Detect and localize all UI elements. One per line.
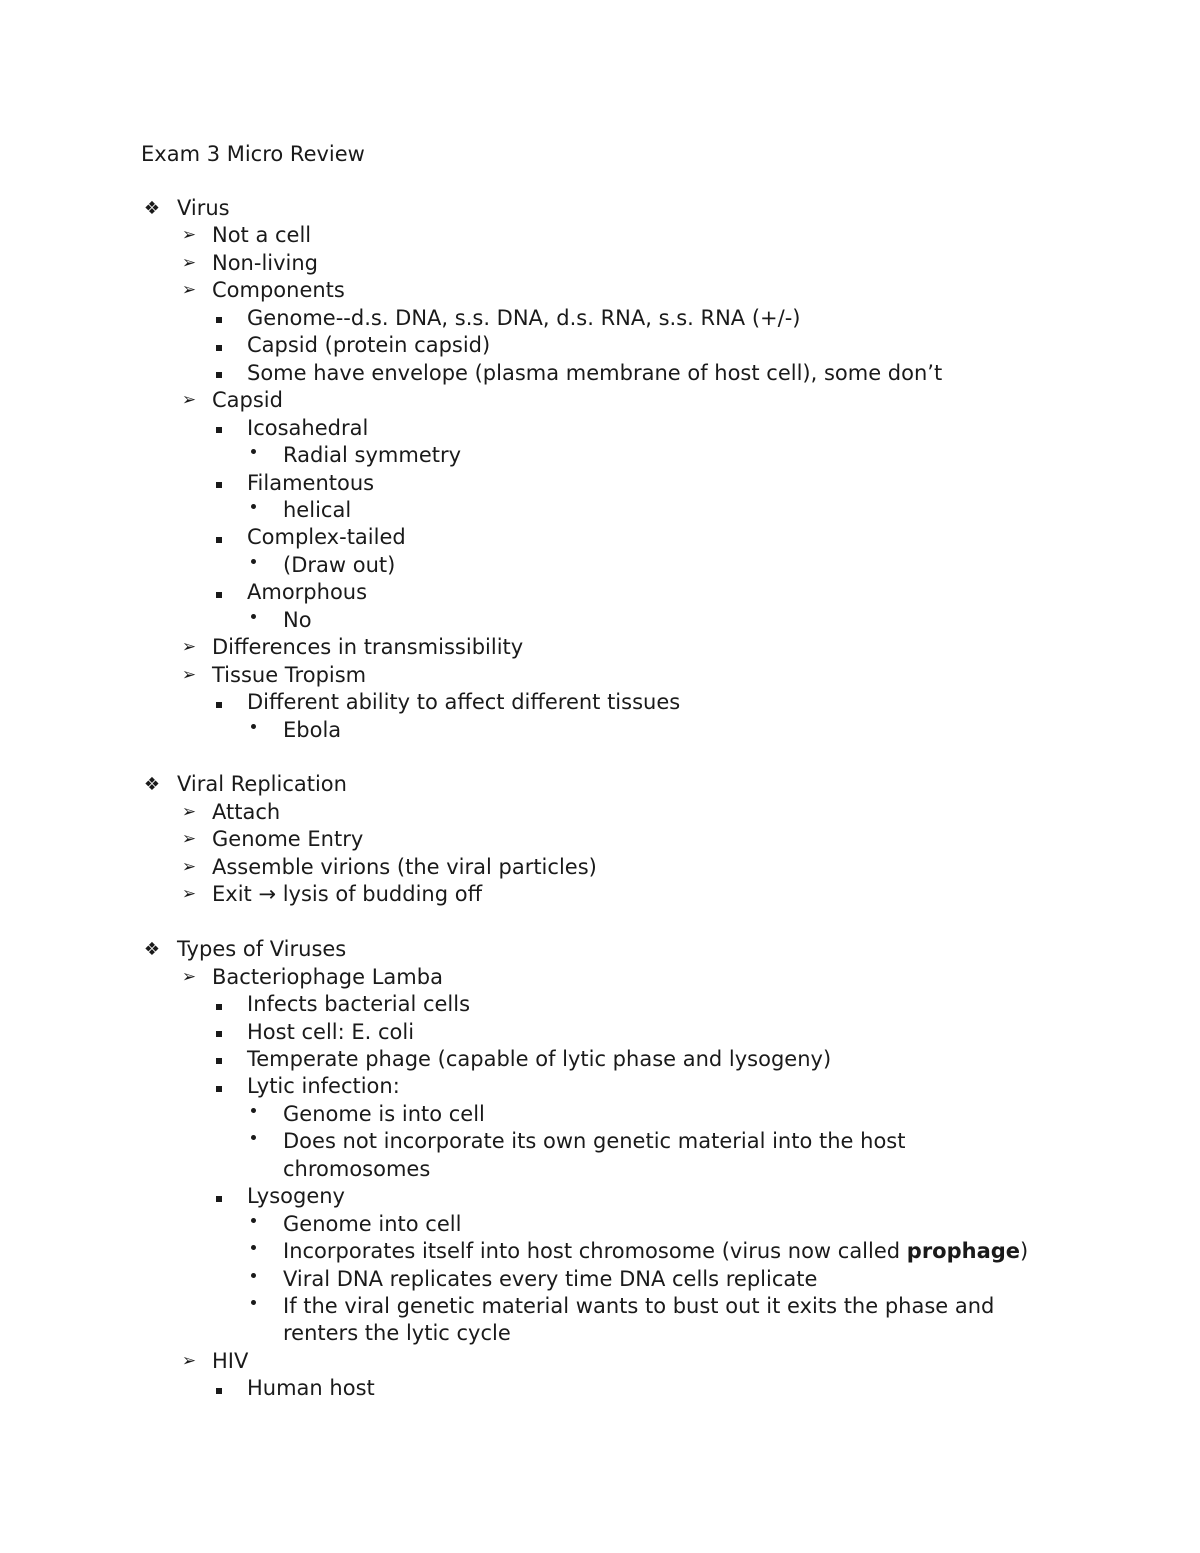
arrow-bullet-icon: ➢ bbox=[181, 390, 197, 411]
square-bullet-icon bbox=[212, 991, 226, 1019]
square-bullet-icon bbox=[212, 1183, 226, 1211]
dot-bullet-icon bbox=[246, 607, 260, 635]
text-suffix: ) bbox=[1020, 1239, 1029, 1264]
outline-item-text: Virus bbox=[177, 196, 230, 220]
arrow-bullet-icon: ➢ bbox=[181, 829, 197, 850]
bold-term: prophage bbox=[906, 1239, 1021, 1264]
outline-item-text: Temperate phage (capable of lytic phase and lysogeny) bbox=[247, 1046, 832, 1071]
outline-item-text: renters the lytic cycle bbox=[283, 1321, 511, 1346]
outline-item-text: Differences in transmissibility bbox=[212, 635, 524, 660]
arrow-bullet-icon: ➢ bbox=[181, 637, 197, 658]
arrow-bullet-icon: ➢ bbox=[181, 1350, 197, 1371]
arrow-bullet-icon: ➢ bbox=[181, 856, 197, 877]
dot-bullet-icon bbox=[246, 1293, 260, 1321]
arrow-bullet-icon: ➢ bbox=[181, 884, 197, 905]
outline-item-text: (Draw out) bbox=[283, 552, 396, 577]
outline-item-text: Complex-tailed bbox=[247, 525, 406, 550]
square-bullet-icon bbox=[212, 1375, 226, 1403]
outline-item-text: Exit → lysis of budding off bbox=[212, 882, 483, 907]
square-bullet-icon bbox=[212, 470, 226, 498]
outline-item-text: Components bbox=[212, 278, 345, 303]
arrow-bullet-icon: ➢ bbox=[181, 664, 197, 685]
dot-bullet-icon bbox=[246, 552, 260, 580]
outline-item-text: Types of Viruses bbox=[177, 937, 347, 962]
square-bullet-icon bbox=[212, 524, 226, 552]
outline-item-text: Amorphous bbox=[247, 580, 368, 605]
arrow-bullet-icon: ➢ bbox=[181, 252, 197, 273]
dot-bullet-icon bbox=[246, 1128, 260, 1156]
outline-item-text: Attach bbox=[212, 799, 281, 824]
square-bullet-icon bbox=[212, 579, 226, 607]
outline-item-text: Lysogeny bbox=[247, 1184, 345, 1209]
dot-bullet-icon bbox=[246, 717, 260, 745]
square-bullet-icon bbox=[212, 332, 226, 360]
outline-item-text: Lytic infection: bbox=[247, 1074, 400, 1099]
outline-item-text: Capsid (protein capsid) bbox=[247, 333, 491, 358]
outline-item-text: Assemble virions (the viral particles) bbox=[212, 854, 597, 879]
outline-item-text: Bacteriophage Lamba bbox=[212, 964, 443, 989]
arrow-bullet-icon: ➢ bbox=[181, 280, 197, 301]
arrow-bullet-icon: ➢ bbox=[181, 966, 197, 987]
outline-item-text: Does not incorporate its own genetic material into the host bbox=[283, 1129, 906, 1154]
outline-item-text: Incorporates itself into host chromosome (virus now called prophage) bbox=[283, 1239, 1029, 1264]
square-bullet-icon bbox=[212, 360, 226, 388]
square-bullet-icon bbox=[212, 305, 226, 333]
outline-item-text: Genome is into cell bbox=[283, 1101, 485, 1126]
dot-bullet-icon bbox=[246, 1238, 260, 1266]
square-bullet-icon bbox=[212, 1073, 226, 1101]
diamond-bullet-icon: ❖ bbox=[143, 774, 161, 796]
dot-bullet-icon bbox=[246, 1266, 260, 1294]
arrow-bullet-icon: ➢ bbox=[181, 225, 197, 246]
outline-item-text: Viral Replication bbox=[177, 772, 347, 797]
dot-bullet-icon bbox=[246, 442, 260, 470]
outline-item-text: chromosomes bbox=[283, 1156, 431, 1181]
outline-item-text: Different ability to affect different tissues bbox=[247, 690, 681, 715]
outline-item-text: Tissue Tropism bbox=[212, 662, 367, 687]
outline-item-text: Capsid bbox=[212, 388, 283, 413]
diamond-bullet-icon: ❖ bbox=[143, 939, 161, 961]
outline-item-text: Human host bbox=[247, 1376, 375, 1401]
outline-item-text: Filamentous bbox=[247, 470, 375, 495]
outline-item-text: Genome--d.s. DNA, s.s. DNA, d.s. RNA, s.s. RNA (+/-) bbox=[247, 305, 801, 330]
square-bullet-icon bbox=[212, 415, 226, 443]
outline-item-text: Icosahedral bbox=[247, 415, 369, 440]
outline-item-text: Some have envelope (plasma membrane of host cell), some don’t bbox=[247, 360, 943, 385]
dot-bullet-icon bbox=[246, 1211, 260, 1239]
arrow-bullet-icon: ➢ bbox=[181, 801, 197, 822]
dot-bullet-icon bbox=[246, 1101, 260, 1129]
outline-item-text: If the viral genetic material wants to bust out it exits the phase and bbox=[283, 1294, 995, 1318]
outline-item-text: Not a cell bbox=[212, 223, 312, 248]
outline-item-text: No bbox=[283, 607, 312, 632]
square-bullet-icon bbox=[212, 689, 226, 717]
outline-item-text: helical bbox=[283, 497, 352, 522]
outline-item-text: Ebola bbox=[283, 717, 342, 742]
outline-item-text: Viral DNA replicates every time DNA cells replicate bbox=[283, 1266, 818, 1291]
outline-item-text: Genome into cell bbox=[283, 1211, 462, 1236]
outline-item-text: Infects bacterial cells bbox=[247, 992, 471, 1017]
document-title: Exam 3 Micro Review bbox=[141, 142, 365, 166]
square-bullet-icon bbox=[212, 1046, 226, 1074]
dot-bullet-icon bbox=[246, 497, 260, 525]
diamond-bullet-icon: ❖ bbox=[143, 198, 161, 219]
outline-item-text: Genome Entry bbox=[212, 827, 364, 852]
square-bullet-icon bbox=[212, 1019, 226, 1047]
outline-item-text: Host cell: E. coli bbox=[247, 1019, 415, 1044]
outline-item-text: HIV bbox=[212, 1348, 249, 1373]
outline-item-text: Non-living bbox=[212, 250, 319, 275]
outline-item-text: Radial symmetry bbox=[283, 443, 462, 468]
